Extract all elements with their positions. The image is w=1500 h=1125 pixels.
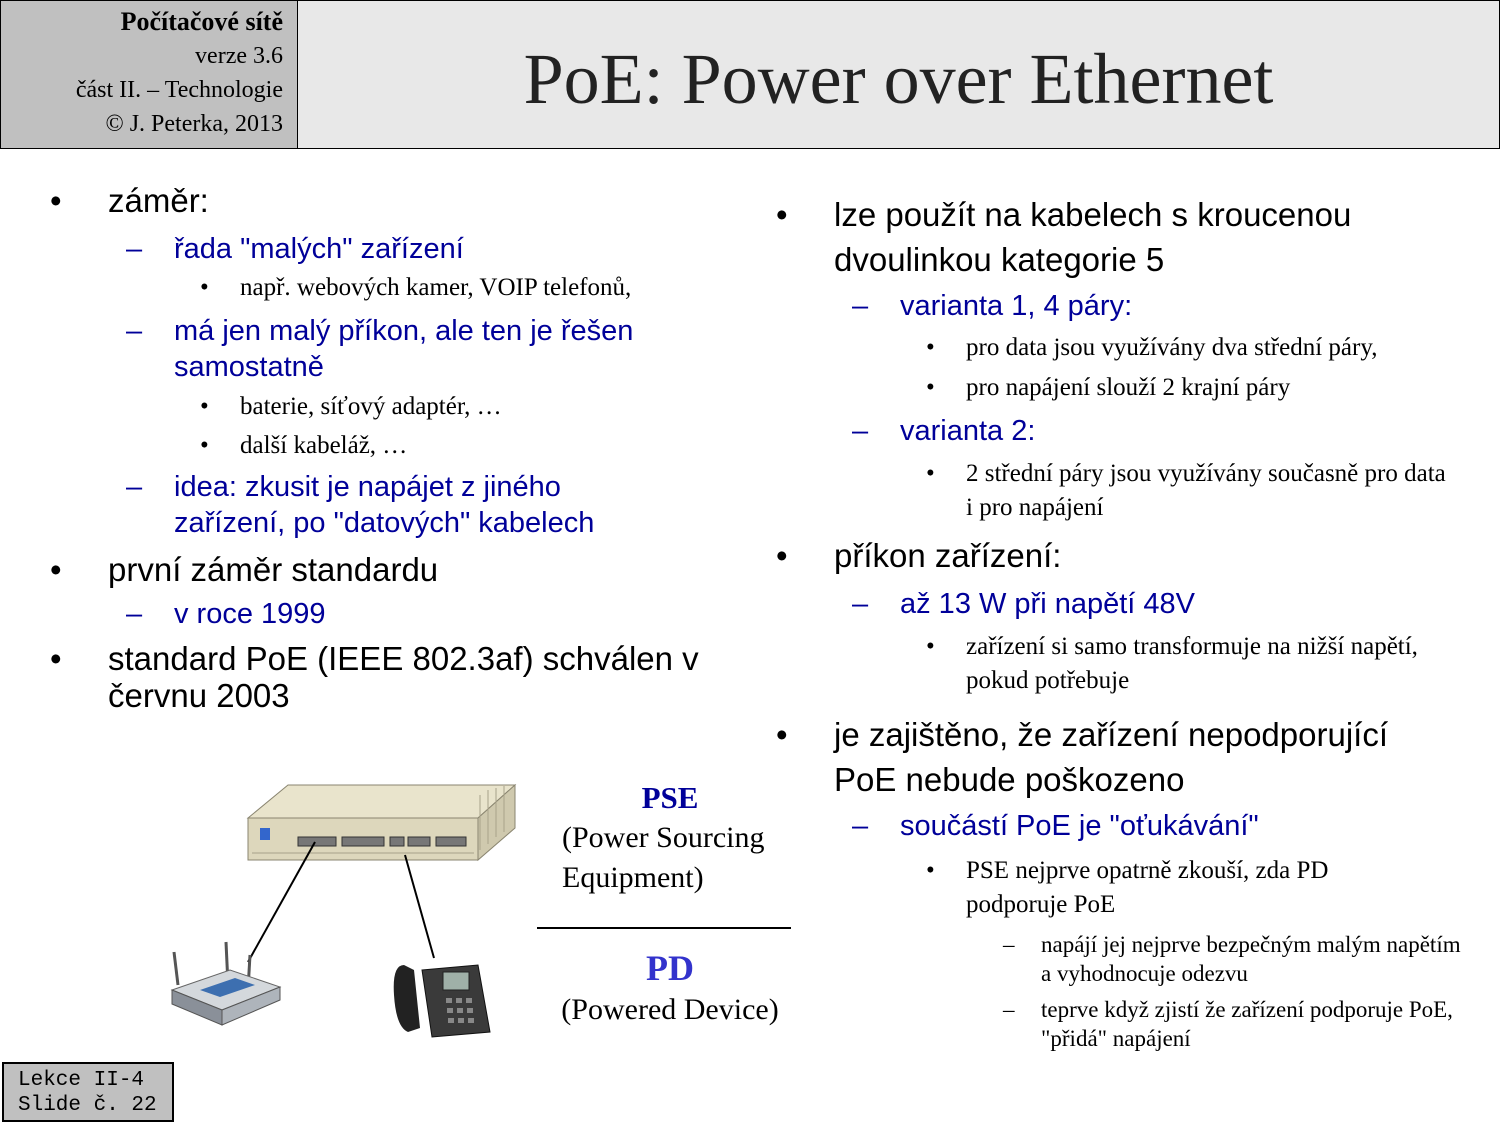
right-sub-1-1-2: • pro napájení slouží 2 krajní páry — [926, 374, 1291, 401]
course-author: © J. Peterka, 2013 — [105, 111, 283, 137]
network-switch-icon — [248, 785, 515, 860]
left-sub-1-3: – idea: zkusit je napájet z jiného zařízení, po "datových" kabelech — [126, 471, 595, 539]
slide-title: PoE: Power over Ethernet — [523, 39, 1274, 119]
right-sub-3-1-1: • PSE nejprve opatrně zkouší, zda PD podporuje PoE — [926, 857, 1329, 918]
left-sub-2-1: – v roce 1999 — [126, 598, 326, 630]
right-sub-3-1-1-2: – teprve když zjistí že zařízení podporuje PoE, "přidá" napájení — [1003, 997, 1453, 1051]
course-name: Počítačové sítě — [120, 7, 283, 36]
pse-label — [540, 778, 800, 898]
wireless-router-icon — [172, 942, 280, 1025]
left-sub-1-2-1: • baterie, síťový adaptér, … — [200, 393, 502, 420]
left-sub-1-1-1: • např. webových kamer, VOIP telefonů, — [200, 274, 632, 301]
pd-label — [540, 946, 800, 1030]
left-bullet-2: • první záměr standardu — [50, 551, 439, 588]
slide-number: Slide č. 22 — [18, 1094, 157, 1117]
right-bullet-1: • lze použít na kabelech s kroucenou dvoulinkou kategorie 5 — [776, 196, 1352, 278]
slide-footer — [2, 1062, 174, 1122]
left-bullet-3: • standard PoE (IEEE 802.3af) schválen v červnu 2003 — [50, 640, 699, 714]
diagram-divider — [537, 927, 791, 929]
right-sub-1-2: – varianta 2: — [852, 415, 1036, 447]
right-bullet-2: • příkon zařízení: — [776, 537, 1062, 574]
pd-abbr: PD — [646, 948, 694, 988]
course-version: verze 3.6 — [195, 43, 283, 69]
course-part: část II. – Technologie — [75, 77, 283, 103]
right-bullet-3: • je zajištěno, že zařízení nepodporující PoE nebude poškozeno — [776, 716, 1388, 798]
right-sub-2-1-1: • zařízení si samo transformuje na nižší napětí, pokud potřebuje — [926, 633, 1418, 694]
cable-to-phone — [405, 855, 434, 958]
left-bullet-1: • záměr: — [50, 182, 209, 219]
right-sub-2-1: – až 13 W při napětí 48V — [852, 588, 1195, 620]
course-info-box — [0, 0, 298, 149]
right-sub-3-1: – součástí PoE je "oťukávání" — [852, 810, 1259, 842]
left-sub-1-2-2: • další kabeláž, … — [200, 432, 408, 459]
ip-phone-icon — [394, 965, 490, 1037]
poe-diagram — [160, 780, 530, 1050]
right-sub-1-1: – varianta 1, 4 páry: — [852, 290, 1133, 322]
right-sub-1-1-1: • pro data jsou využívány dva střední páry, — [926, 334, 1378, 361]
pd-full: (Powered Device) — [561, 993, 779, 1026]
pse-abbr: PSE — [641, 780, 699, 815]
lesson-number: Lekce II-4 — [18, 1069, 145, 1092]
right-sub-1-2-1: • 2 střední páry jsou využívány současně pro data i pro napájení — [926, 460, 1446, 521]
left-sub-1-1: – řada "malých" zařízení — [126, 233, 464, 265]
right-sub-3-1-1-1: – napájí jej nejprve bezpečným malým napětím a vyhodnocuje odezvu — [1003, 932, 1461, 986]
pse-full: (Power Sourcing Equipment) — [562, 821, 765, 894]
left-sub-1-2: – má jen malý příkon, ale ten je řešen samostatně — [126, 315, 634, 383]
title-bar — [298, 0, 1500, 149]
